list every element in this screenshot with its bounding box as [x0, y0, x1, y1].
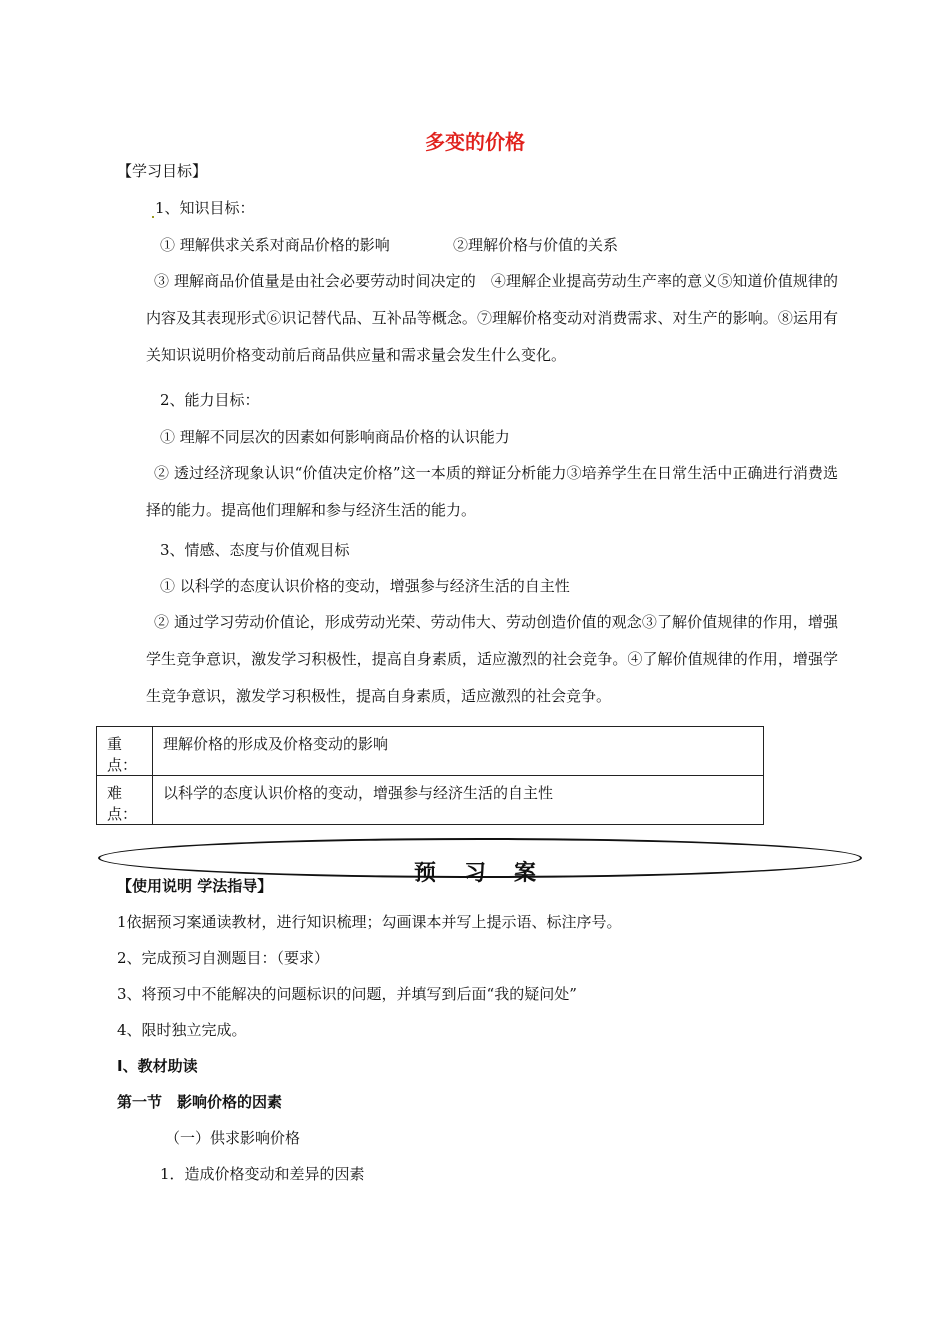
mark-icon: [152, 216, 154, 218]
objectives-heading: 【学习目标】: [117, 162, 208, 180]
knowledge-paragraph: ③ 理解商品价值量是由社会必要劳动时间决定的 ④理解企业提高劳动生产率的意义⑤知道价值规律的内容及其表现形式⑥识记替代品、互补品等概念。⑦理解价格变动对消费需求、对生产的影响。⑧运用有关知识说明价格变动前后商品供应量和需求量会发生什么变化。: [146, 272, 838, 364]
difficulty-value: 以科学的态度认识价格的变动，增强参与经济生活的自主性: [153, 776, 764, 825]
key-point-label: 重点：: [97, 727, 153, 776]
preview-banner-title: 预习案: [414, 861, 565, 886]
point-heading: 1．造成价格变动和差异的因素: [160, 1165, 365, 1183]
ability-item-1: ① 理解不同层次的因素如何影响商品价格的认识能力: [160, 428, 510, 446]
section-heading: I、教材助读: [117, 1057, 198, 1075]
knowledge-goal-label: 1、知识目标：: [152, 198, 255, 218]
knowledge-item-1: ① 理解供求关系对商品价格的影响: [160, 236, 390, 254]
instruction-item: 3、将预习中不能解决的问题标识的问题，并填写到后面“我的疑问处”: [117, 985, 577, 1003]
ability-paragraph: ② 透过经济现象认识“价值决定价格”这一本质的辩证分析能力③培养学生在日常生活中正确进行消费选择的能力。提高他们理解和参与经济生活的能力。: [146, 464, 838, 519]
difficulty-label: 难点：: [97, 776, 153, 825]
instruction-item: 1依据预习案通读教材，进行知识梳理；勾画课本并写上提示语、标注序号。: [117, 913, 622, 931]
instruction-item: 4、限时独立完成。: [117, 1021, 247, 1039]
key-points-table: [96, 726, 764, 825]
instruction-item: 2、完成预习自测题目：（要求）: [117, 949, 330, 967]
subsection-heading: （一）供求影响价格: [165, 1129, 301, 1147]
page-title: 多变的价格: [425, 130, 525, 154]
table-row: [97, 727, 764, 776]
emotion-goal-label: 3、情感、态度与价值观目标: [160, 541, 350, 559]
chapter-heading: 第一节 影响价格的因素: [117, 1093, 283, 1111]
table-row: [97, 776, 764, 825]
emotion-item-1: ① 以科学的态度认识价格的变动，增强参与经济生活的自主性: [160, 577, 570, 595]
knowledge-item-2: ②理解价格与价值的关系: [453, 236, 619, 254]
instructions-heading: 【使用说明 学法指导】: [117, 877, 273, 895]
emotion-paragraph: ② 通过学习劳动价值论，形成劳动光荣、劳动伟大、劳动创造价值的观念③了解价值规律的作用，增强学生竞争意识，激发学习积极性，提高自身素质，适应激烈的社会竞争。④了解价值规律的作用，增强学生竞争意识，激发学习积极性，提高自身素质，适应激烈的社会竞争。: [146, 613, 838, 705]
key-point-value: 理解价格的形成及价格变动的影响: [153, 727, 764, 776]
ability-goal-label: 2、能力目标：: [160, 391, 260, 409]
